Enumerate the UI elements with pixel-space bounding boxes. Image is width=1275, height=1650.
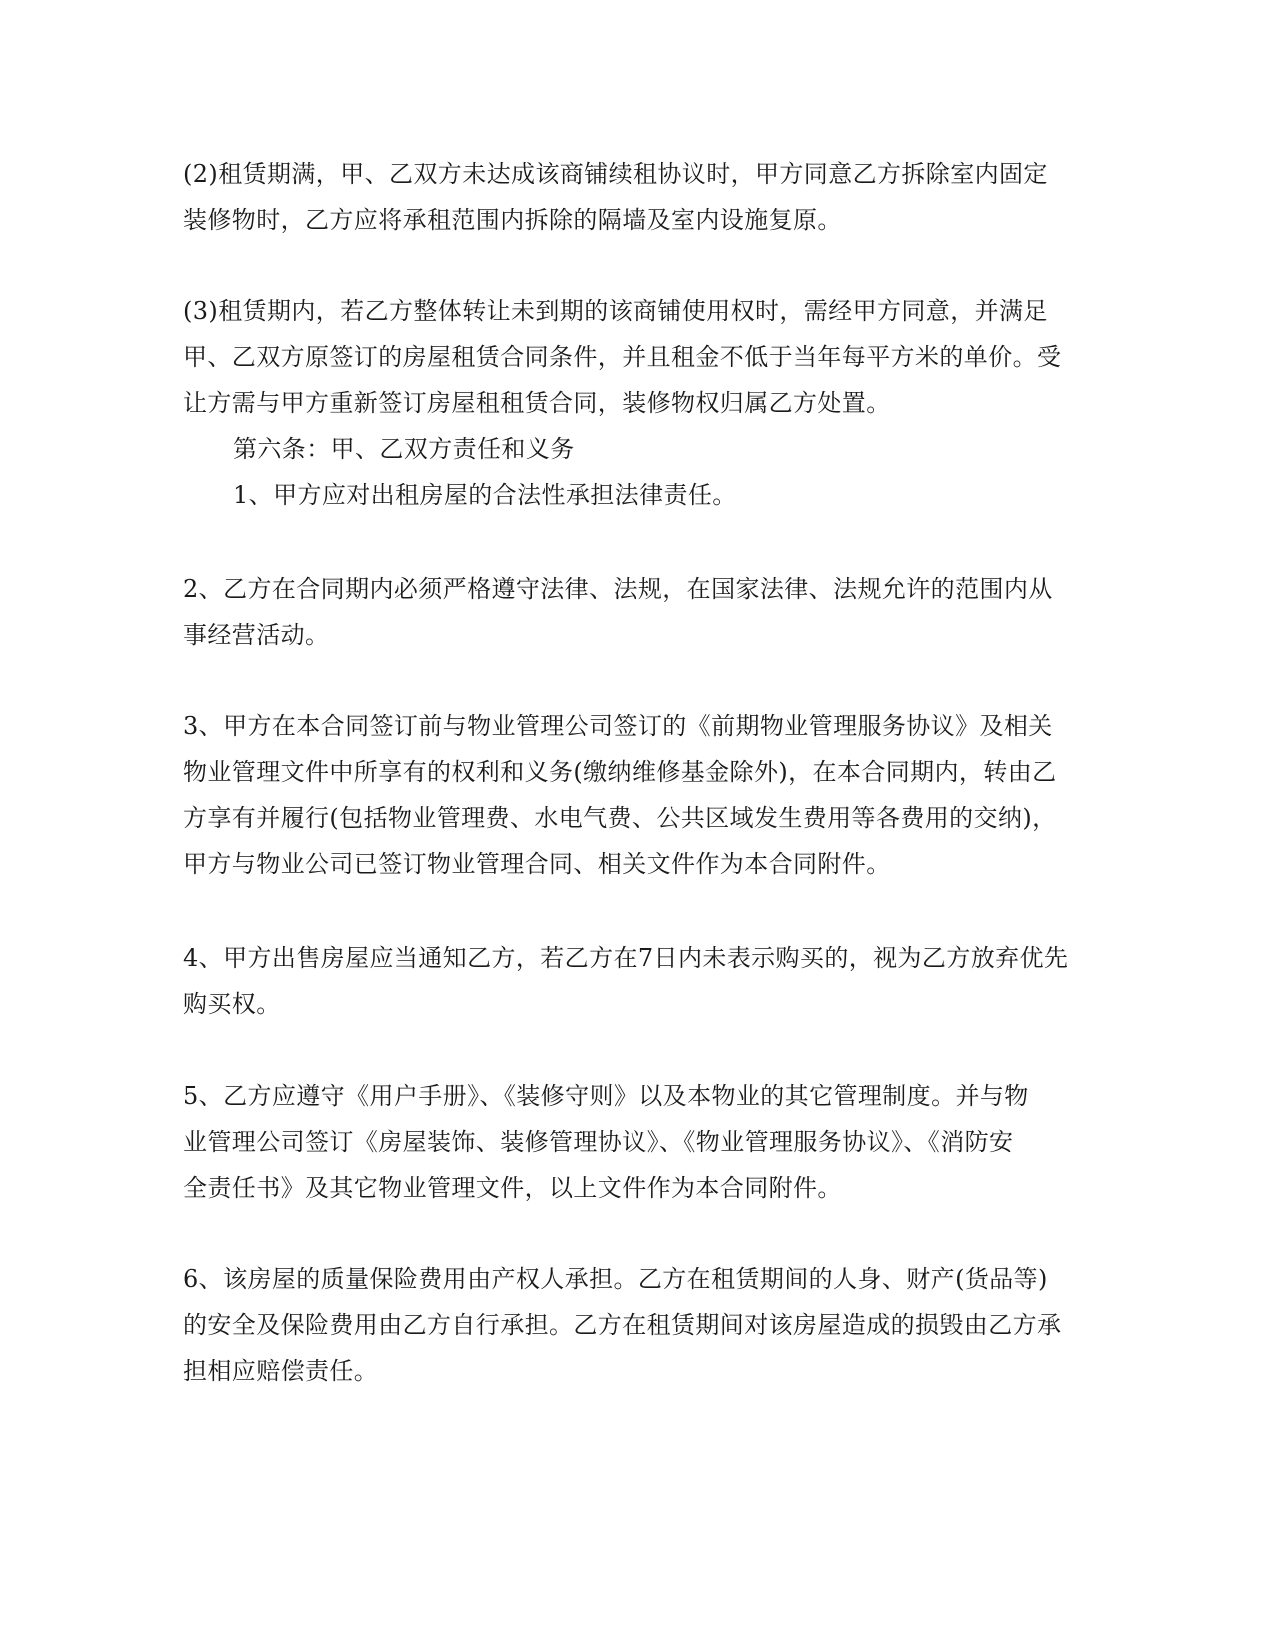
paragraph-item-3: 3、甲方在本合同签订前与物业管理公司签订的《前期物业管理服务协议》及相关 物业管理文件中所享有的权利和义务(缴纳维修基金除外)，在本合同期内，转由乙 方享有并履行(包括物业管理费、水电气费、公共区域发生费用等各费用的交纳)， 甲方与物业公司已签订物业管理合同、相关文件作为本合同附件。	[183, 712, 1057, 878]
paragraph-item-6: 6、该房屋的质量保险费用由产权人承担。乙方在租赁期间的人身、财产(货品等) 的安全及保险费用由乙方自行承担。乙方在租赁期间对该房屋造成的损毁由乙方承 担相应赔偿责任。	[183, 1265, 1062, 1385]
paragraph-lease-transfer: (3)租赁期内，若乙方整体转让未到期的该商铺使用权时，需经甲方同意，并满足 甲、乙双方原签订的房屋租赁合同条件，并且租金不低于当年每平方米的单价。受 让方需与甲方重新签订房屋租租赁合同，装修物权归属乙方处置。	[183, 297, 1062, 417]
paragraph-lease-expiry: (2)租赁期满，甲、乙双方未达成该商铺续租协议时，甲方同意乙方拆除室内固定 装修物时，乙方应将承租范围内拆除的隔墙及室内设施复原。	[183, 160, 1048, 234]
paragraph-item-2: 2、乙方在合同期内必须严格遵守法律、法规，在国家法律、法规允许的范围内从 事经营活动。	[183, 575, 1053, 649]
paragraph-item-5: 5、乙方应遵守《用户手册》、《装修守则》以及本物业的其它管理制度。并与物 业管理公司签订《房屋装饰、装修管理协议》、《物业管理服务协议》、《消防安 全责任书》及其它物业管理文件，以上文件作为本合同附件。	[183, 1082, 1029, 1202]
paragraph-item-1: 1、甲方应对出租房屋的合法性承担法律责任。	[233, 481, 737, 509]
section-heading-article-six: 第六条：甲、乙双方责任和义务	[233, 435, 575, 463]
paragraph-item-4: 4、甲方出售房屋应当通知乙方，若乙方在7日内未表示购买的，视为乙方放弃优先 购买权。	[183, 944, 1069, 1018]
